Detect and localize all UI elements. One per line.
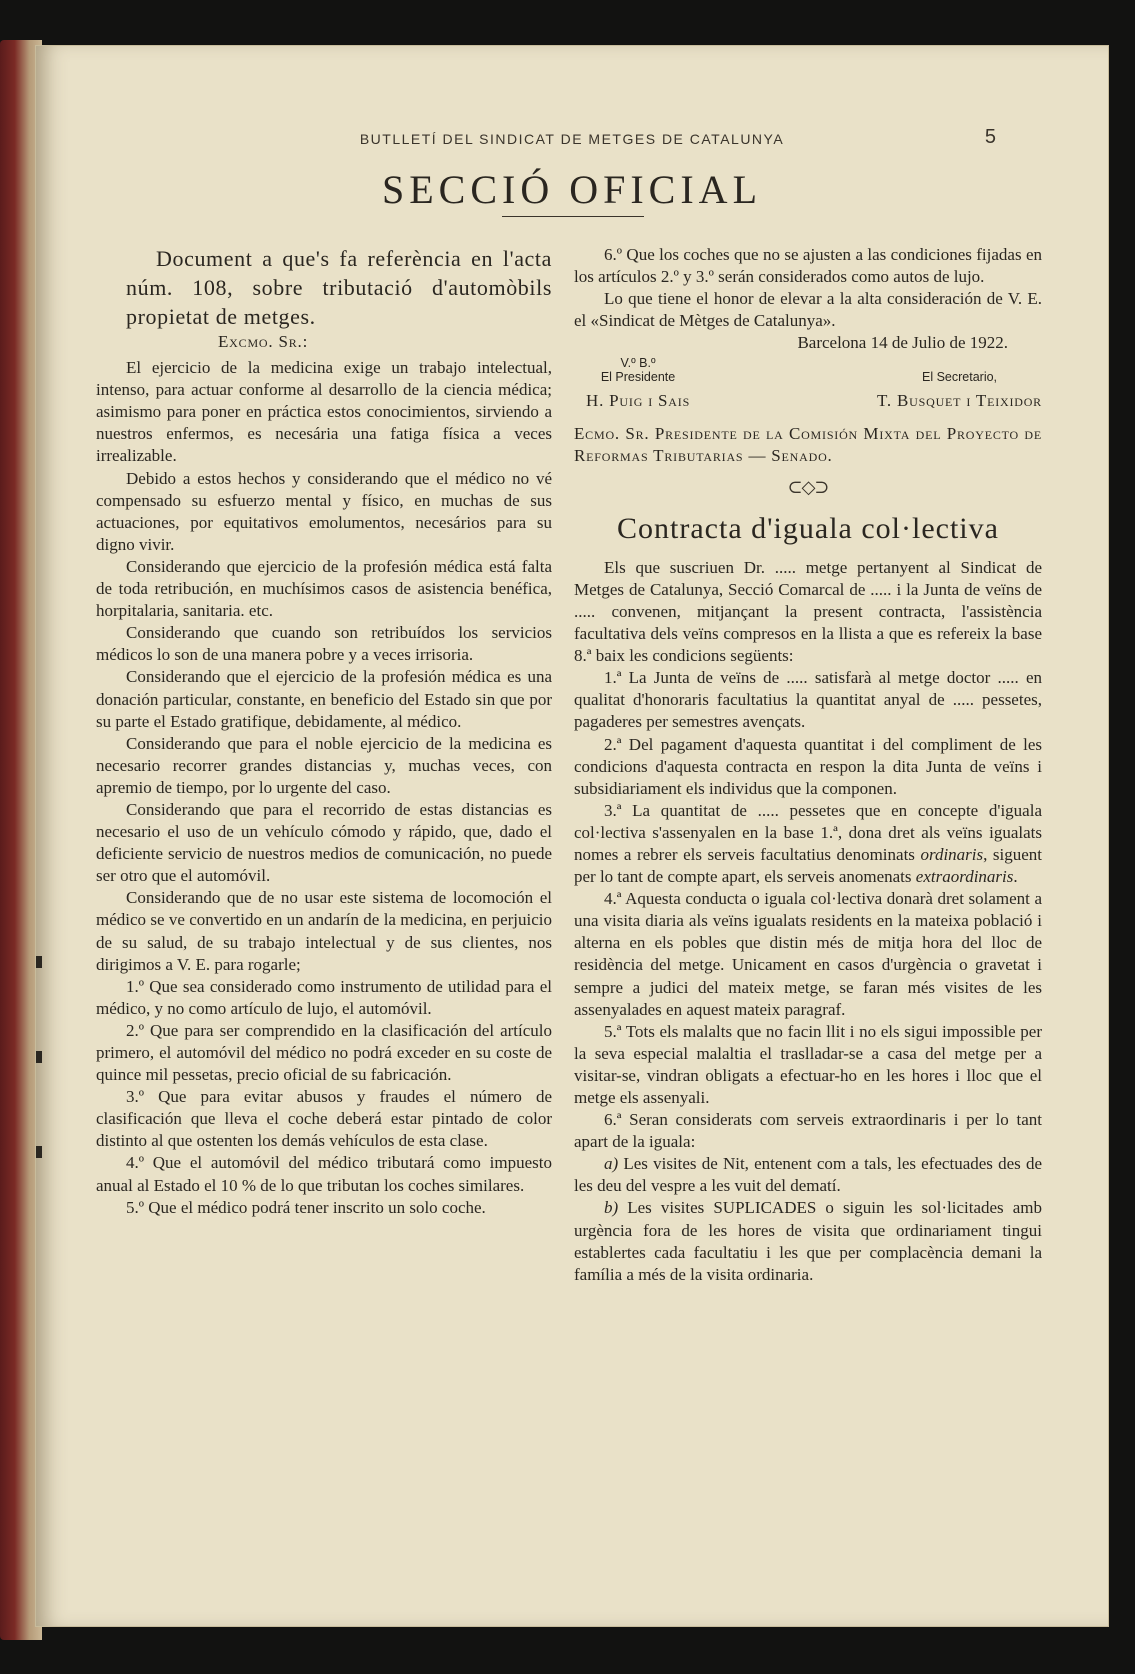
numbered-request: 1.º Que sea considerado como instrumento de utilidad para el médico, y no como artículo de lujo, el automóvil.: [96, 976, 552, 1018]
paragraph: El ejercicio de la medicina exige un trabajo intelectual, intenso, para actuar conforme al desarrollo de la ciencia médica; asimismo para poner en práctica estos conocimientos, sirviendo a nuestros enfermos, es necesária una fatiga física a veces irrealizable.: [96, 358, 552, 466]
signature-president: [586, 356, 690, 412]
paragraph: Considerando que cuando son retribuídos los servicios médicos lo son de una manera pobre y a veces irrisoria.: [96, 623, 552, 665]
vb-label: V.º B.º: [620, 356, 656, 371]
book-page: [36, 46, 1108, 1626]
signature-name: H. Puig i Sais: [586, 391, 691, 411]
signature-role: El Secretario,: [921, 370, 998, 385]
page-number: 5: [984, 126, 996, 148]
document-heading: Document a que's fa referència en l'acta núm. 108, sobre tributació d'automòbils propietat de metges.: [126, 246, 552, 329]
contract-subclause: [574, 1153, 1042, 1197]
subclause-text: Les visites SUPLICADES o siguin les sol·licitades amb urgència fora de les hores de visita que ordinariament tingui establertes cada facultatiu i les que per complacència demani la família a més de la visita ordinaria.: [574, 1198, 1042, 1284]
paragraph: Considerando que el ejercicio de la profesión médica es una donación particular, constante, en beneficio del Estado sin que por su parte el Estado gratifique, debidamente, al médico.: [96, 667, 552, 731]
subclause-label: b): [604, 1198, 619, 1218]
contract-clause: 6.ª Seran considerats com serveis extraordinaris i per lo tant apart de la iguala:: [574, 1110, 1042, 1152]
contract-clause: 5.ª Tots els malalts que no facin llit i no els sigui impossible per la seva especial malaltia el traslladar-se a casa del metge per a visitar-se, vindran obligats a efectuar-ho en les hores i lloc que el metge els assenyali.: [574, 1021, 1042, 1107]
section-title: SECCIÓ OFICIAL: [381, 167, 763, 212]
subclause-text: Les visites de Nit, entenent com a tals, les efectuades des de les deu del vespre a les vuit del dematí.: [574, 1154, 1042, 1196]
paragraph: Considerando que para el noble ejercicio de la medicina es necesario recorrer grandes distancias y, muchas veces, con apremio de tiempo, por lo urgente del caso.: [96, 733, 552, 797]
edge-mark: [36, 1146, 42, 1158]
contract-clause: [574, 800, 1042, 888]
emphasis: ordinaris: [920, 844, 984, 864]
left-column: [96, 244, 552, 1219]
numbered-request: 2.º Que para ser comprendido en la clasificación del artículo primero, el automóvil del médico no podrá exceder en su coste de quince mil pessetas, precio oficial de su fabricación.: [96, 1020, 552, 1085]
emphasis: extraordinaris: [915, 867, 1014, 887]
numbered-request: 6.º Que los coches que no se ajusten a las condiciones fijadas en los artículos 2.º y 3.º serán considerados como autos de lujo.: [574, 245, 1042, 287]
edge-mark: [36, 956, 42, 968]
city-date: Barcelona 14 de Julio de 1922.: [797, 333, 1008, 353]
ornament-divider: ⊂◇⊃: [787, 476, 829, 497]
contract-clause: 4.ª Aquesta conducta o iguala col·lectiva donarà dret solament a una visita diaria als veïns igualats residents en la mateixa població i alterna en els pobles que distin més de mitja hora del lloc de residència del metge. Unicament en casos d'urgència o gravetat i sempre a judici del mateix metge, se faran més visites de les assenyalades en aquest mateix paragraf.: [574, 889, 1042, 1019]
paragraph: Considerando que para el recorrido de estas distancias es necesario el uso de un vehículo cómodo y rápido, que, dado el deficiente servicio de nuestros medios de comunicación, no puede ser otro que el automóvil.: [96, 799, 552, 886]
numbered-request: 3.º Que para evitar abusos y fraudes el número de clasificación que lleva el coche deberá estar pintado de color distinto al que ostenten los demás vehículos de esta clase.: [96, 1087, 552, 1151]
signature-role: El Presidente: [600, 370, 676, 385]
edge-mark: [36, 1051, 42, 1063]
paragraph: Debido a estos hechos y considerando que el médico no vé compensado su esfuerzo mental y físico, en muchas de sus actuaciones, por equitativos emolumentos, necesários para su digno vivir.: [96, 468, 552, 554]
contract-subclause: [574, 1197, 1042, 1285]
salutation: Excmo. Sr.:: [218, 332, 309, 351]
clause-text: .: [1013, 867, 1018, 887]
contract-clause: 1.ª La Junta de veïns de ..... satisfarà al metge doctor ..... en qualitat d'honoraris facultatius la quantitat anyal de ..... pessetes, pagaderes per semestres avençats.: [574, 668, 1042, 732]
right-column: [574, 244, 1042, 1286]
contract-heading: Contracta d'iguala col·lectiva: [617, 511, 999, 545]
clause-text: 3.ª La quantitat de ..... pessetes que en concepte d'iguala col·lectiva s'assenyalen en la base 1.ª, dona dret als veïns igualats nomes a rebrer els serveis facultatius denominats: [574, 800, 1042, 864]
contract-clause: 2.ª Del pagament d'aquesta quantitat i del compliment de les condicions d'aquesta contracta en respon la dita Junta de veïns i subsidiariament els individus que la componen.: [574, 734, 1042, 798]
clause-text: , siguent per lo tant de compte apart, els serveis anomenats: [574, 844, 1043, 887]
contract-intro: Els que suscriuen Dr. ..... metge pertanyent al Sindicat de Metges de Catalunya, Secció Comarcal de ..... i la Junta de veïns de ..... convenen, mitjançant la present contracta, l'assistència facultativa dels veïns compresos en la llista a que es refereix la base 8.ª baix les condicions següents:: [574, 557, 1042, 666]
signatures: [574, 356, 1042, 412]
signature-secretary: [877, 356, 1042, 412]
paragraph: Considerando que de no usar este sistema de locomoción el médico se ve convertido en un andarín de la medicina, en perjuicio de su salud, de su trabajo intelectual y de sus clientes, nos dirigimos a V. E. para rogarle;: [96, 888, 552, 974]
numbered-request: 4.º Que el automóvil del médico tributará como impuesto anual al Estado el 10 % de lo que tributan los coches similares.: [96, 1153, 552, 1195]
paragraph: Considerando que ejercicio de la profesión médica está falta de toda retribución, en muchísimos casos de asistencia benéfica, horpitalaria, sanitaria. etc.: [96, 556, 552, 621]
running-head: BUTLLETÍ DEL SINDICAT DE METGES DE CATALUNYA: [359, 131, 785, 147]
paragraph: Lo que tiene el honor de elevar a la alta consideración de V. E. el «Sindicat de Mètges de Catalunya».: [574, 289, 1042, 331]
numbered-request: 5.º Que el médico podrá tener inscrito un solo coche.: [126, 1197, 486, 1217]
title-rule: [502, 216, 644, 217]
subclause-label: a): [604, 1154, 619, 1174]
addressee: Ecmo. Sr. Presidente de la Comisión Mixta del Proyecto de Reformas Tributarias — Senado.: [574, 423, 1042, 465]
signature-name: T. Busquet i Teixidor: [877, 391, 1042, 411]
